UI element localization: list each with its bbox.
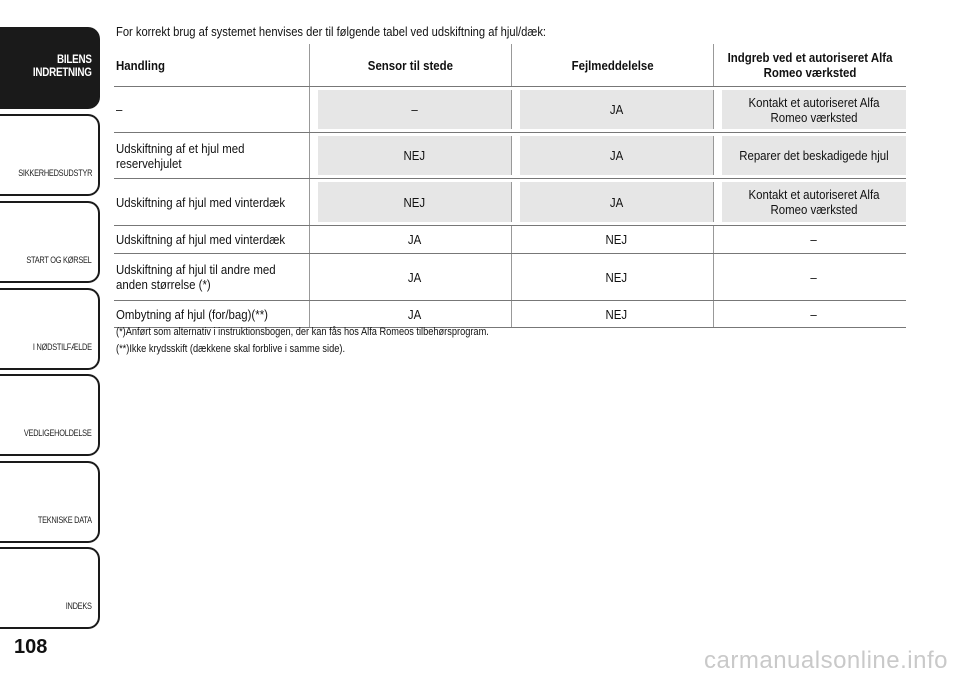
tab-start-og-korsel[interactable]: [0, 201, 100, 283]
table-cell: –: [810, 232, 818, 247]
table-row: [114, 179, 906, 226]
watermark: carmanualsonline.info: [704, 647, 948, 674]
table-cell: Udskiftning af hjul med vinterdæk: [114, 226, 310, 253]
table-cell: Udskiftning af hjul med vinterdæk: [114, 179, 310, 225]
intro-text: For korrekt brug af systemet henvises der til følgende tabel ved udskiftning af hjul/dæk:: [116, 24, 547, 39]
table-cell: Reparer det beskadigede hjul: [722, 136, 906, 175]
table-cell: Udskiftning af et hjul med reservehjulet: [114, 133, 310, 178]
table-cell: Kontakt et autoriseret Alfa Romeo værksted: [722, 182, 906, 222]
table-row: [114, 226, 906, 254]
wheel-change-table: [114, 44, 906, 328]
tab-label: I NØDSTILFÆLDE: [33, 342, 92, 352]
footnote: (*)Anført som alternativ i instruktionsbogen, der kan fås hos Alfa Romeos tilbehørsprogram.: [116, 326, 489, 338]
table-cell: JA: [318, 226, 512, 253]
table-cell: JA: [520, 182, 714, 222]
table-cell: –: [318, 90, 512, 129]
tab-tekniske-data[interactable]: [0, 461, 100, 543]
tab-sikkerhedsudstyr[interactable]: [0, 114, 100, 196]
page-number: 108: [14, 636, 48, 658]
table-row: [114, 87, 906, 133]
tab-label: BILENS INDRETNING: [33, 52, 92, 79]
table-cell: NEJ: [520, 301, 714, 327]
table-cell: NEJ: [318, 182, 512, 222]
table-row: [114, 254, 906, 301]
column-header: Sensor til stede: [310, 44, 512, 86]
table-cell: Ombytning af hjul (for/bag)(**): [114, 301, 310, 327]
column-header: Fejlmeddelelse: [512, 44, 714, 86]
tab-label: START OG KØRSEL: [26, 255, 92, 265]
table-cell: JA: [520, 136, 714, 175]
table-cell: JA: [318, 254, 512, 300]
tab-label: TEKNISKE DATA: [38, 515, 92, 525]
column-header: Indgreb ved et autoriseret Alfa Romeo værksted: [727, 50, 893, 80]
table-cell: NEJ: [318, 136, 512, 175]
table-cell: –: [114, 87, 310, 132]
table-cell: –: [810, 269, 818, 285]
table-row: [114, 133, 906, 179]
column-header: Handling: [114, 44, 310, 86]
table-cell: JA: [520, 90, 714, 129]
footnotes: [116, 324, 704, 358]
table-cell: NEJ: [520, 226, 714, 253]
tab-label: SIKKERHEDSUDSTYR: [18, 168, 92, 178]
table-cell: NEJ: [520, 254, 714, 300]
table-cell: Kontakt et autoriseret Alfa Romeo værksted: [722, 90, 906, 129]
tab-bilens-indretning[interactable]: [0, 27, 100, 109]
footnote: (**)Ikke krydsskift (dækkene skal forblive i samme side).: [116, 343, 346, 355]
tab-indeks[interactable]: [0, 547, 100, 629]
tab-i-nodstilfaelde[interactable]: [0, 288, 100, 370]
tab-label: INDEKS: [65, 601, 92, 611]
tab-label: VEDLIGEHOLDELSE: [24, 428, 92, 438]
table-cell: –: [810, 306, 818, 322]
table-cell: Udskiftning af hjul til andre med anden størrelse (*): [114, 254, 310, 300]
tab-vedligeholdelse[interactable]: [0, 374, 100, 456]
table-cell: JA: [318, 301, 512, 327]
table-header: [114, 44, 906, 87]
